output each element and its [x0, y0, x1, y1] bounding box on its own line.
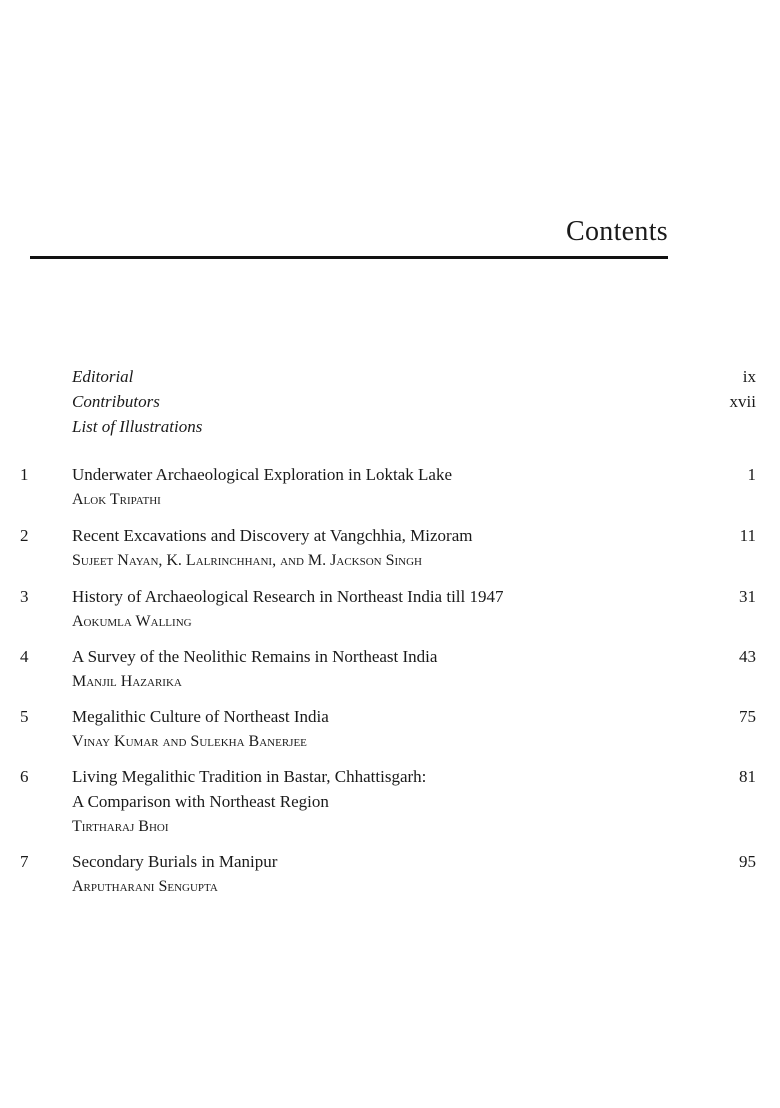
chapter-title: History of Archaeological Research in Northeast India till 1947 — [72, 587, 504, 606]
chapter-author: Arputharani Sengupta — [72, 878, 218, 895]
chapter-title-cont: A Comparison with Northeast Region — [72, 792, 329, 811]
chapter-title: A Survey of the Neolithic Remains in Northeast India — [72, 647, 438, 666]
chapter-page: 95 — [739, 852, 756, 871]
chapter-entry-2[interactable] — [0, 523, 780, 548]
chapter-entry-4[interactable] — [0, 644, 780, 669]
chapter-entry-7[interactable] — [0, 849, 780, 874]
chapter-number: 1 — [20, 465, 29, 484]
chapter-entry-5[interactable] — [0, 704, 780, 729]
toc-entry-contributors[interactable] — [0, 389, 780, 414]
chapter-title: Megalithic Culture of Northeast India — [72, 707, 329, 726]
chapter-entry-3[interactable] — [0, 584, 780, 609]
chapter-number: 6 — [20, 767, 29, 786]
chapter-page: 1 — [747, 465, 756, 484]
chapter-number: 7 — [20, 852, 29, 871]
toc-entry-editorial[interactable] — [0, 364, 780, 389]
chapter-page: 75 — [739, 707, 756, 726]
chapter-title: Secondary Burials in Manipur — [72, 852, 278, 871]
chapter-author: Manjil Hazarika — [72, 673, 182, 690]
entry-page: xvii — [729, 392, 756, 411]
chapter-title: Underwater Archaeological Exploration in Loktak Lake — [72, 465, 452, 484]
chapter-page: 81 — [739, 767, 756, 786]
chapter-author: Sujeet Nayan, K. Lalrinchhani, and M. Jackson Singh — [72, 552, 422, 569]
chapter-entry-6[interactable] — [0, 764, 780, 789]
chapter-page: 31 — [739, 587, 756, 606]
chapter-number: 5 — [20, 707, 29, 726]
chapter-number: 2 — [20, 526, 29, 545]
entry-title: Contributors — [72, 392, 160, 411]
chapter-entry-1[interactable] — [0, 462, 780, 487]
chapter-number: 3 — [20, 587, 29, 606]
chapter-number: 4 — [20, 647, 29, 666]
entry-page: ix — [742, 367, 756, 386]
chapter-page: 43 — [739, 647, 756, 666]
chapter-author: Vinay Kumar and Sulekha Banerjee — [72, 733, 307, 750]
chapter-author: Alok Tripathi — [72, 491, 161, 508]
chapter-page: 11 — [739, 526, 756, 545]
chapter-title: Recent Excavations and Discovery at Vangchhia, Mizoram — [72, 526, 473, 545]
entry-title: Editorial — [72, 367, 134, 386]
title-rule — [30, 256, 668, 259]
entry-title: List of Illustrations — [72, 417, 203, 436]
chapter-author: Aokumla Walling — [72, 613, 192, 630]
chapter-author: Tirtharaj Bhoi — [72, 818, 169, 835]
toc-entry-illustrations[interactable] — [0, 414, 780, 439]
page-title: Contents — [566, 216, 668, 247]
chapter-title: Living Megalithic Tradition in Bastar, Chhattisgarh: — [72, 767, 427, 786]
